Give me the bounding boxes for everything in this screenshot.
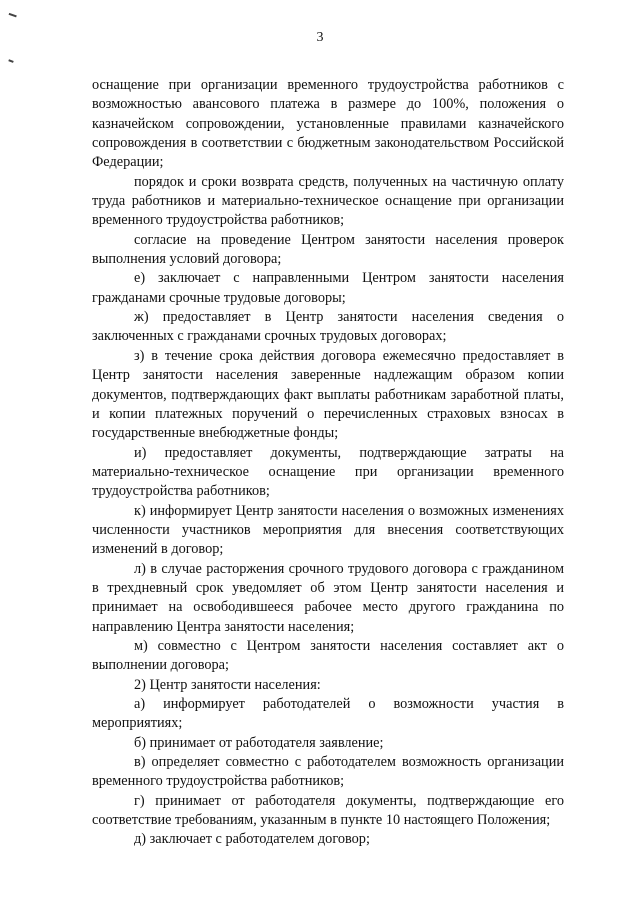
scan-mark: [7, 59, 13, 65]
page-number: 3: [316, 30, 324, 45]
paragraph: з) в течение срока действия договора ежемесячно предоставляет в Центр занятости населения заверенные надлежащим образом копии документов, подтверждающих факт выплаты работникам заработной платы, и копии платежных поручений о перечисленных страховых взносах в государственные внебюджетные фонды;: [92, 347, 564, 442]
paragraph: 2) Центр занятости населения:: [134, 676, 321, 693]
paragraph: а) информирует работодателей о возможности участия в мероприятиях;: [92, 696, 564, 732]
paragraph: в) определяет совместно с работодателем возможность организации временного трудоустройства работников;: [92, 754, 564, 790]
paragraph: оснащение при организации временного трудоустройства работников с возможностью авансового платежа в размере до 100%, положения о казначейском сопровождении, установленные правилами казначейского сопровождения в соответствии с бюджетным законодательством Российской Федерации;: [92, 77, 564, 171]
paragraph: м) совместно с Центром занятости населения составляет акт о выполнении договора;: [92, 637, 564, 674]
paragraph: л) в случае расторжения срочного трудового договора с гражданином в трехдневный срок уведомляет об этом Центр занятости населения и принимает на освободившееся рабочее место другого гражданина по направлению Центра занятости населения;: [92, 560, 564, 635]
paragraph: согласие на проведение Центром занятости населения проверок выполнения условий договора;: [92, 231, 564, 268]
paragraph: к) информирует Центр занятости населения о возможных изменениях численности участников мероприятия для внесения соответствующих изменений в договор;: [92, 502, 564, 558]
scan-mark: [7, 13, 17, 21]
paragraph: порядок и сроки возврата средств, полученных на частичную оплату труда работников и материально-техническое оснащение при организации временного трудоустройства работников;: [92, 173, 564, 229]
paragraph: и) предоставляет документы, подтверждающие затраты на материально-техническое оснащение при организации временного трудоустройства работников;: [92, 444, 564, 500]
paragraph: е) заключает с направленными Центром занятости населения гражданами срочные трудовые договоры;: [92, 270, 564, 306]
document-body: [92, 76, 564, 850]
paragraph: г) принимает от работодателя документы, подтверждающие его соответствие требованиям, указанным в пункте 10 настоящего Положения;: [92, 792, 564, 829]
paragraph: б) принимает от работодателя заявление;: [134, 734, 384, 751]
paragraph: д) заключает с работодателем договор;: [134, 831, 370, 848]
paragraph: ж) предоставляет в Центр занятости населения сведения о заключенных с гражданами срочных трудовых договорах;: [92, 309, 564, 345]
